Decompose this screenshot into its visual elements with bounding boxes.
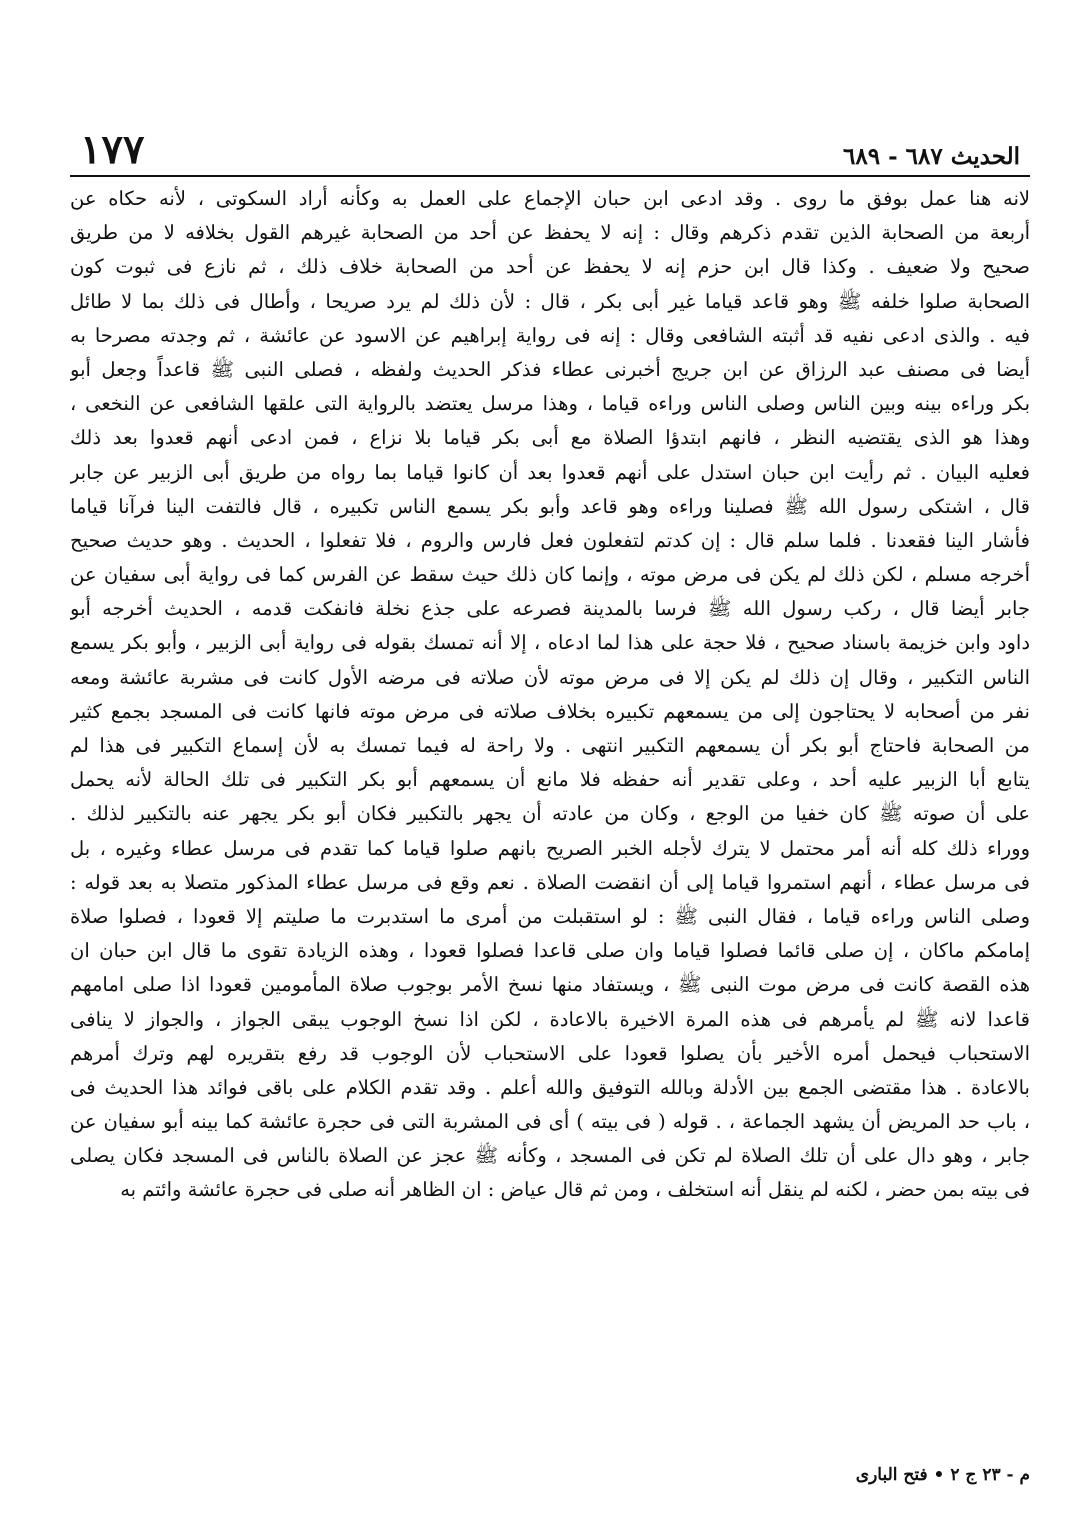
text-line: قال ، اشتكى رسول الله ﷺ فصلينا وراءه وهو قاعد وأبو بكر يسمع الناس تكبيره ، قال فالتفت الينا فرآنا قياما [70,494,1030,518]
text-line: لانه هنا عمل بوفق ما روى . وقد ادعى ابن حبان الإجماع على العمل به وكأنه أراد السكوتى ، لأنه حكاه عن [70,187,1030,210]
text-line: جابر أيضا قال ، ركب رسول الله ﷺ فرسا بالمدينة فصرعه على جذع نخلة فانفكت قدمه ، الحديث أخرجه أبو [70,597,1030,621]
text-line: وهذا هو الذى يقتضيه النظر ، فانهم ابتدؤا الصلاة مع أبى بكر قياما بلا نزاع ، فمن ادعى أنهم قعدوا بعد ذلك [70,426,1030,450]
text-line: فعليه البيان . ثم رأيت ابن حبان استدل على أنهم قعدوا بعد أن كانوا قياما بما رواه من طريق أبى الزبير عن جابر [70,460,1030,484]
body-text [70,182,1030,1208]
text-line: داود وابن خزيمة باسناد صحيح ، فلا حجة على هذا لما ادعاه ، إلا أنه تمسك بقوله فى رواية أبى الزبير ، وأبو بكر يسمع [70,631,1030,655]
text-line: يتابع أبا الزبير عليه أحد ، وعلى تقدير أنه حفظه فلا مانع أن يسمعهم أبو بكر التكبير فى تلك الحالة لأنه يحمل [70,768,1030,792]
text-line: فأشار الينا فقعدنا . فلما سلم قال : إن كدتم لتفعلون فعل فارس والروم ، فلا تفعلوا ، الحديث . وهو حديث صحيح [70,528,1030,552]
text-line: بالاعادة . هذا مقتضى الجمع بين الأدلة وبالله التوفيق والله أعلم . وقد تقدم الكلام على باقى فوائد هذا الحديث فى [70,1075,1030,1099]
text-line: من الصحابة فاحتاج أبو بكر أن يسمعهم التكبير انتهى . ولا راحة له فيما تمسك به لأن إسماع التكبير فى هذا لم [70,734,1030,757]
text-line: قاعدا لانه ﷺ لم يأمرهم فى هذه المرة الاخيرة بالاعادة ، لكن اذا نسخ الوجوب يبقى الجواز ، والجواز لا ينافى [70,1007,1030,1031]
text-line: ، باب حد المريض أن يشهد الجماعة ، . قوله ( فى بيته ) أى فى المشربة التى فى حجرة عائشة كما بينه أبو سفيان عن [70,1110,1030,1134]
text-line: على أن صوته ﷺ كان خفيا من الوجع ، وكان من عادته أن يجهر بالتكبير فكان أبو بكر يجهر عنه بالتكبير لذلك . [70,802,1030,826]
text-line: أخرجه مسلم ، لكن ذلك لم يكن فى مرض موته ، وإنما كان ذلك حيث سقط عن الفرس كما فى رواية أبى سفيان عن [70,563,1030,587]
text-line: فى مرسل عطاء ، أنهم استمروا قياما إلى أن انقضت الصلاة . نعم وقع فى مرسل عطاء المذكور متصلا به بعد قوله : [70,870,1030,894]
text-line: أيضا فى مصنف عبد الرزاق عن ابن جريج أخبرنى عطاء فذكر الحديث ولفظه ، فصلى النبى ﷺ قاعداً وجعل أبو [70,357,1030,381]
text-line: الناس التكبير ، وقال إن ذلك لم يكن إلا فى مرض موته لأن صلاته فى مرضه الأول كانت فى مشربة عائشة ومعه [70,665,1030,689]
text-line: فى بيته بمن حضر ، لكنه لم ينقل أنه استخلف ، ومن ثم قال عياض : ان الظاهر أنه صلى فى حجرة عائشة وائتم به [120,1178,1030,1202]
page [70,120,1030,1520]
signature-mark: م - ٢٣ ج ٢ • فتح البارى [855,1465,1030,1485]
header-rule [70,175,1030,177]
page-number: ١٧٧ [80,126,145,173]
text-line: الصحابة صلوا خلفه ﷺ وهو قاعد قياما غير أبى بكر ، قال : لأن ذلك لم يرد صريحا ، وأطال فى ذلك بما لا طائل [70,289,1030,313]
text-line: ووراء ذلك كله أنه أمر محتمل لا يترك لأجله الخبر الصريح بانهم صلوا قياما كما تقدم فى مرسل عطاء وغيره ، بل [70,836,1030,860]
text-line: وصلى الناس وراءه قياما ، فقال النبى ﷺ : لو استقبلت من أمرى ما استدبرت ما صليتم إلا قعودا ، فصلوا صلاة [70,904,1030,928]
text-line: نفر من أصحابه لا يحتاجون إلى من يسمعهم تكبيره بخلاف صلاته فى مرض موته فانها كانت فى المسجد بجمع كثير [70,699,1030,723]
text-line: بكر وراءه بينه وبين الناس وصلى الناس وراءه قياما ، وهذا مرسل يعتضد بالرواية التى علقها الشافعى عن النخعى ، [70,392,1030,416]
text-line: الاستحباب فيحمل أمره الأخير بأن يصلوا قعودا على الاستحباب لأن الوجوب قد رفع بتقريره لهم وترك أمرهم [70,1041,1030,1065]
text-line: جابر ، وهو دال على أن تلك الصلاة لم تكن فى المسجد ، وكأنه ﷺ عجز عن الصلاة بالناس فى المسجد فكان يصلى [70,1144,1030,1168]
text-line: هذه القصة كانت فى مرض موت النبى ﷺ ، ويستفاد منها نسخ الأمر بوجوب صلاة المأمومين قعودا اذا صلى امامهم [70,973,1030,997]
text-line: صحيح ولا ضعيف . وكذا قال ابن حزم إنه لا يحفظ عن أحد من الصحابة خلاف ذلك ، ثم نازع فى ثبوت كون [70,255,1030,279]
text-line: أربعة من الصحابة الذين تقدم ذكرهم وقال : إنه لا يحفظ عن أحد من الصحابة غيرهم القول بخلافه لا من طريق [70,221,1030,245]
page-header [70,120,1030,173]
running-head: الحديث ٦٨٧ - ٦٨٩ [843,143,1020,170]
text-line: إمامكم ماكان ، إن صلى قائما فصلوا قياما وان صلى قاعدا فصلوا قعودا ، وهذه الزيادة تقوى ما قال ابن حبان ان [70,939,1030,963]
text-line: فيه . والذى ادعى نفيه قد أثبته الشافعى وقال : إنه فى رواية إبراهيم عن الاسود عن عائشة ، ثم وجدته مصرحا به [70,323,1030,347]
